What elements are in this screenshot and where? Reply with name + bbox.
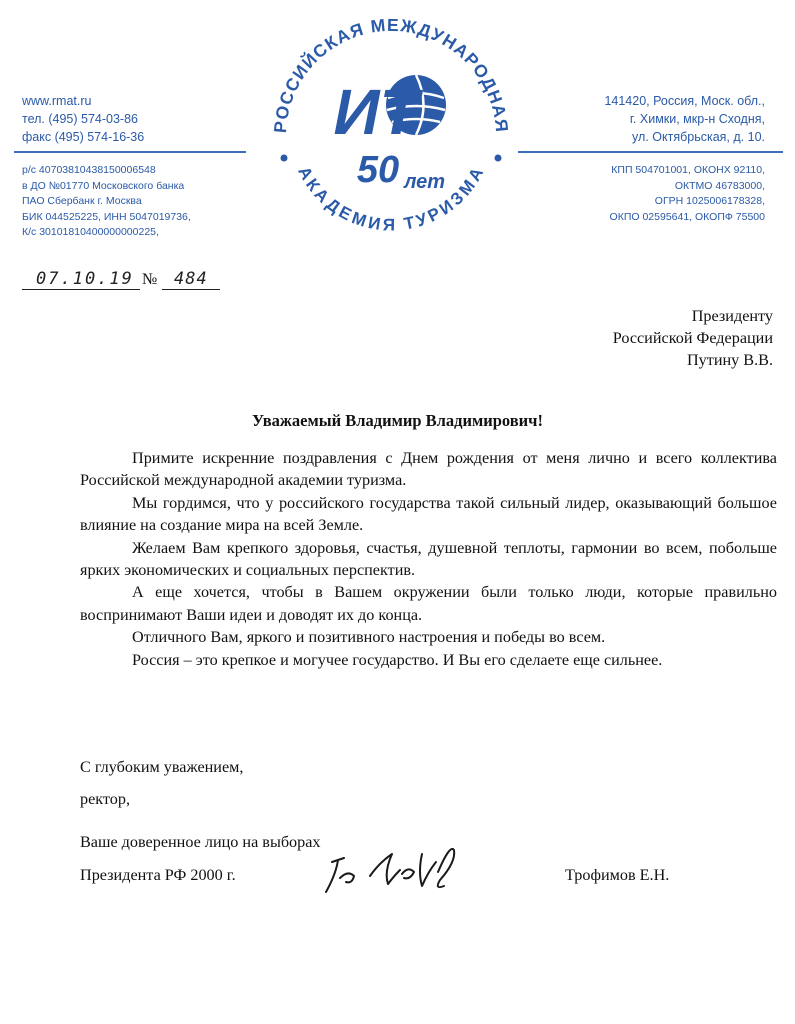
closing-position: ректор,	[80, 790, 131, 808]
bank-details	[22, 163, 191, 241]
header-divider-left	[14, 151, 246, 153]
outgoing-reference	[22, 267, 220, 293]
body-paragraph: А еще хочется, чтобы в Вашем окружении были только люди, которые правильно воспринимают Ваши идеи и доводят их до конца.	[80, 583, 777, 624]
addressee-line: Путину В.В.	[686, 351, 773, 369]
bank-detail-line: К/с 30101810400000000225,	[22, 226, 159, 239]
bank-detail-line: ПАО Сбербанк г. Москва	[22, 195, 142, 208]
phone-number: тел. (495) 574-03-86	[22, 112, 139, 126]
logo-emblem: ИТ	[333, 76, 419, 148]
address-line: ул. Октябрьская, д. 10.	[632, 130, 765, 144]
logo-anniversary-word: лет	[404, 171, 446, 193]
registration-line: ОГРН 1025006178328,	[654, 195, 765, 208]
number-sign: №	[142, 271, 158, 288]
addressee-line: Президенту	[691, 307, 773, 325]
bank-detail-line: БИК 044525225, ИНН 5047019736,	[22, 210, 191, 223]
letter-body	[80, 447, 777, 671]
website-link[interactable]: www.rmat.ru	[22, 94, 92, 108]
header-divider-right	[518, 151, 783, 153]
greeting: Уважаемый Владимир Владимирович!	[252, 411, 543, 430]
outgoing-date: 07.10.19	[36, 269, 134, 289]
addressee-line: Российской Федерации	[612, 329, 773, 347]
logo-dot-right	[495, 155, 502, 162]
address-line: г. Химки, мкр-н Сходня,	[629, 112, 765, 126]
body-paragraph: Россия – это крепкое и могучее государство. И Вы его сделаете еще сильнее.	[132, 650, 663, 669]
outgoing-number: 484	[174, 269, 208, 289]
fax-number: факс (495) 574-16-36	[22, 130, 145, 144]
addressee-block	[613, 305, 773, 371]
registration-line: ОКПО 02595641, ОКОПФ 75500	[609, 210, 765, 223]
bank-detail-line: в ДО №01770 Московского банка	[22, 179, 185, 192]
logo-ring-top-text: РОССИЙСКАЯ МЕЖДУНАРОДНАЯ	[269, 14, 513, 134]
closing-regards: С глубоким уважением,	[80, 758, 244, 776]
body-paragraph: Примите искренние поздравления с Днем рождения от меня лично и всего коллектива Российской международной академии туризма.	[80, 449, 777, 490]
address-block	[604, 92, 765, 146]
closing-proxy-line: Ваше доверенное лицо на выборах	[80, 833, 321, 851]
number-underline	[162, 289, 220, 290]
signatory-name: Трофимов Е.Н.	[565, 866, 670, 884]
body-paragraph: Отличного Вам, яркого и позитивного настроения и победы во всем.	[132, 628, 606, 647]
address-line: 141420, Россия, Моск. обл.,	[604, 94, 765, 108]
closing-proxy-line-2: Президента РФ 2000 г.	[80, 866, 236, 884]
date-underline	[22, 289, 140, 290]
registration-codes	[610, 163, 765, 225]
academy-logo	[266, 8, 516, 248]
logo-anniversary-number: 50	[356, 149, 400, 191]
registration-line: ОКТМО 46783000,	[674, 179, 765, 192]
handwritten-signature	[318, 832, 468, 902]
registration-line: КПП 504701001, ОКОНХ 92110,	[611, 164, 765, 176]
bank-detail-line: р/с 40703810438150006548	[22, 164, 156, 176]
logo-dot-left	[281, 155, 288, 162]
logo-ring-bottom-text: АКАДЕМИЯ ТУРИЗМА	[294, 163, 488, 235]
contact-block	[22, 92, 144, 146]
body-paragraph: Мы гордимся, что у российского государства такой сильный лидер, оказывающий большое влияние на создание мира на всей Земле.	[80, 493, 777, 535]
body-paragraph: Желаем Вам крепкого здоровья, счастья, душевной теплоты, гармонии во всем, побольше ярких экономических и социальных перспектив.	[80, 538, 777, 580]
